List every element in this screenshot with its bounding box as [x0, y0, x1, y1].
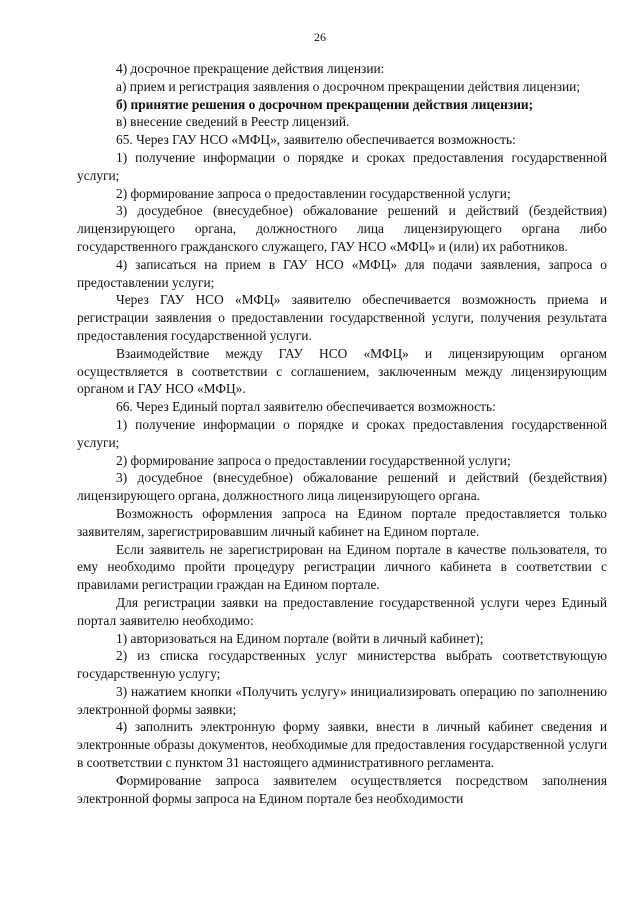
paragraph: Возможность оформления запроса на Едином портале предоставляется только заявителям, зарегистрировавшим личный кабинет на Едином портале.: [77, 505, 607, 539]
paragraph: 3) досудебное (внесудебное) обжалование решений и действий (бездействия) лицензирующего органа, должностного лица лицензирующего органа либо государственного гражданского служащего, ГАУ НСО «МФЦ» и (или) их работников.: [77, 203, 607, 254]
paragraph: Через ГАУ НСО «МФЦ» заявителю обеспечивается возможность приема и регистрации заявления о предоставлении государственной услуги, получения результата предоставления государственной услуги.: [77, 292, 607, 343]
paragraph: 4) записаться на прием в ГАУ НСО «МФЦ» для подачи заявления, запроса о предоставлении услуги;: [77, 256, 607, 290]
paragraph: Если заявитель не зарегистрирован на Едином портале в качестве пользователя, то ему необходимо пройти процедуру регистрации личного кабинета в соответствии с правилами регистрации граждан на Едином портале.: [77, 541, 607, 593]
paragraph: Для регистрации заявки на предоставление государственной услуги через Единый портал заявителю необходимо:: [77, 594, 607, 628]
paragraph: 1) получение информации о порядке и сроках предоставления государственной услуги;: [77, 149, 607, 183]
paragraph: 2) формирование запроса о предоставлении государственной услуги;: [116, 452, 511, 468]
paragraph: 3) нажатием кнопки «Получить услугу» инициализировать операцию по заполнению электронной формы заявки;: [77, 683, 607, 717]
paragraph: 4) заполнить электронную форму заявки, внести в личный кабинет сведения и электронные образы документов, необходимые для предоставления государственной услуги в соответствии с пунктом 31 настоящего административного регламента.: [77, 719, 607, 771]
paragraph: 1) авторизоваться на Едином портале (войти в личный кабинет);: [116, 630, 484, 646]
paragraph: 65. Через ГАУ НСО «МФЦ», заявителю обеспечивается возможность:: [116, 132, 516, 148]
paragraph: а) прием и регистрация заявления о досрочном прекращении действия лицензии;: [116, 78, 581, 94]
paragraph: Взаимодействие между ГАУ НСО «МФЦ» и лицензирующим органом осуществляется в соответствии с соглашением, заключенным между лицензирующим органом и ГАУ НСО «МФЦ».: [77, 345, 607, 397]
paragraph: Формирование запроса заявителем осуществляется посредством заполнения электронной формы запроса на Едином портале без необходимости: [77, 772, 607, 806]
paragraph: в) внесение сведений в Реестр лицензий.: [116, 114, 350, 130]
paragraph: 66. Через Единый портал заявителю обеспечивается возможность:: [116, 399, 496, 415]
paragraph: 3) досудебное (внесудебное) обжалование решений и действий (бездействия) лицензирующего органа, должностного лица лицензирующего органа.: [77, 470, 607, 504]
paragraph: 4) досрочное прекращение действия лицензии:: [116, 61, 385, 76]
paragraph: 2) из списка государственных услуг министерства выбрать соответствующую государственную услугу;: [77, 648, 607, 682]
page-number: 26: [314, 30, 326, 44]
paragraph-bold: б) принятие решения о досрочном прекращении действия лицензии;: [116, 96, 534, 112]
document-body: [77, 60, 607, 807]
paragraph: 2) формирование запроса о предоставлении государственной услуги;: [116, 185, 511, 201]
paragraph: 1) получение информации о порядке и сроках предоставления государственной услуги;: [77, 416, 607, 450]
